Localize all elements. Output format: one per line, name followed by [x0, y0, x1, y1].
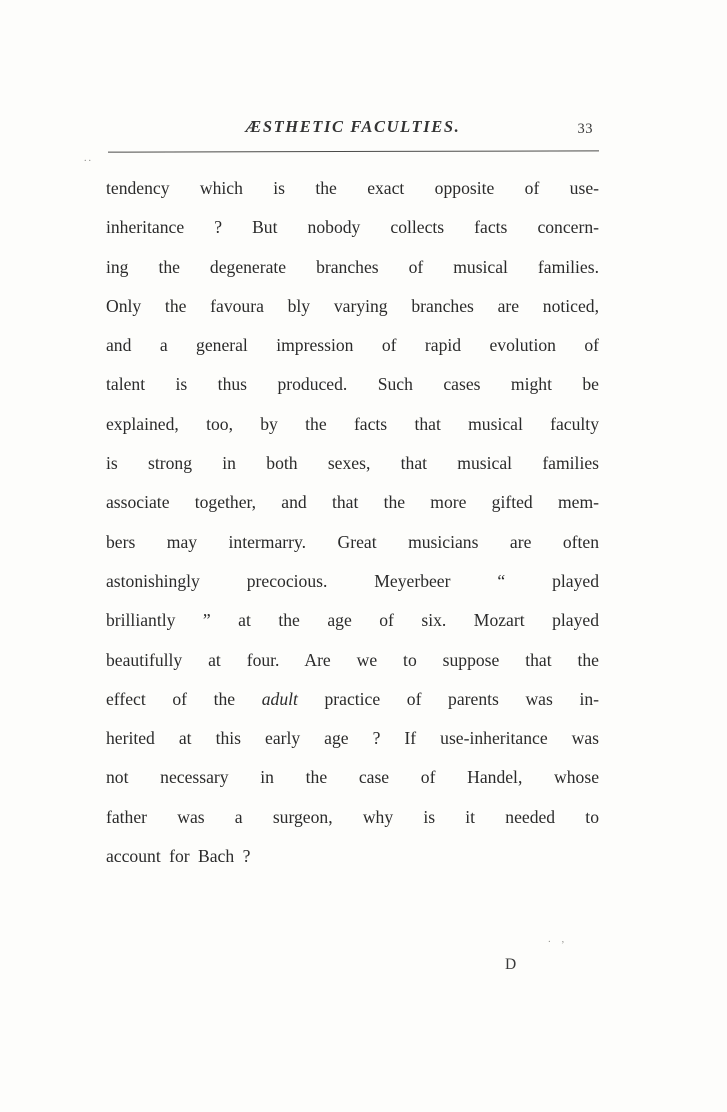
- scan-artifact: . ,: [548, 933, 569, 945]
- page-header: [107, 117, 599, 147]
- text-line: [106, 208, 599, 247]
- text-segment: talent is thus produced. Such cases might be: [106, 374, 599, 395]
- text-segment: herited at this early age ? If use-inheritance was: [106, 728, 599, 749]
- text-segment: ing the degenerate branches of musical families.: [106, 256, 599, 277]
- italic-word: adult: [261, 688, 298, 709]
- text-line: [106, 405, 599, 444]
- text-line: [106, 326, 599, 365]
- text-segment: bers may intermarry. Great musicians are often: [106, 531, 599, 552]
- text-line: [106, 680, 599, 719]
- text-line: [106, 444, 599, 483]
- text-line: [106, 287, 599, 326]
- text-segment: not necessary in the case of Handel, whose: [106, 767, 599, 788]
- text-segment: practice of parents was in-: [297, 688, 600, 709]
- text-segment: explained, too, by the facts that musical faculty: [106, 413, 599, 434]
- text-line: [106, 562, 599, 601]
- text-segment: tendency which is the exact opposite of use-: [106, 178, 599, 198]
- text-segment: associate together, and that the more gifted mem-: [106, 492, 599, 513]
- text-line: [106, 758, 599, 797]
- text-segment: father was a surgeon, why is it needed to: [106, 806, 599, 827]
- text-segment: effect of the: [106, 688, 262, 709]
- text-line: [106, 798, 599, 837]
- text-segment: brilliantly ” at the age of six. Mozart played: [106, 610, 599, 631]
- body-text: [106, 169, 599, 876]
- text-line: [106, 641, 599, 680]
- text-segment: astonishingly precocious. Meyerbeer “ played: [106, 570, 599, 591]
- text-segment: and a general impression of rapid evolution of: [106, 335, 599, 356]
- text-line: [106, 523, 599, 562]
- text-segment: account for Bach ?: [106, 846, 251, 867]
- text-line: [106, 483, 599, 522]
- running-title: ÆSTHETIC FACULTIES.: [245, 117, 461, 136]
- text-line: [106, 719, 599, 758]
- signature-mark: D: [505, 956, 518, 973]
- text-segment: inheritance ? But nobody collects facts concern-: [106, 217, 599, 238]
- text-line: [106, 169, 599, 208]
- text-line: [106, 601, 599, 640]
- page-number: 33: [577, 121, 593, 137]
- text-segment: is strong in both sexes, that musical families: [106, 453, 599, 474]
- text-segment: Only the favoura bly varying branches are noticed,: [106, 295, 599, 316]
- header-rule: [108, 150, 599, 152]
- text-line: [106, 248, 599, 287]
- text-segment: beautifully at four. Are we to suppose that the: [106, 649, 599, 670]
- text-line: [106, 837, 599, 876]
- scan-artifact: ..: [84, 153, 93, 164]
- text-line: [106, 365, 599, 404]
